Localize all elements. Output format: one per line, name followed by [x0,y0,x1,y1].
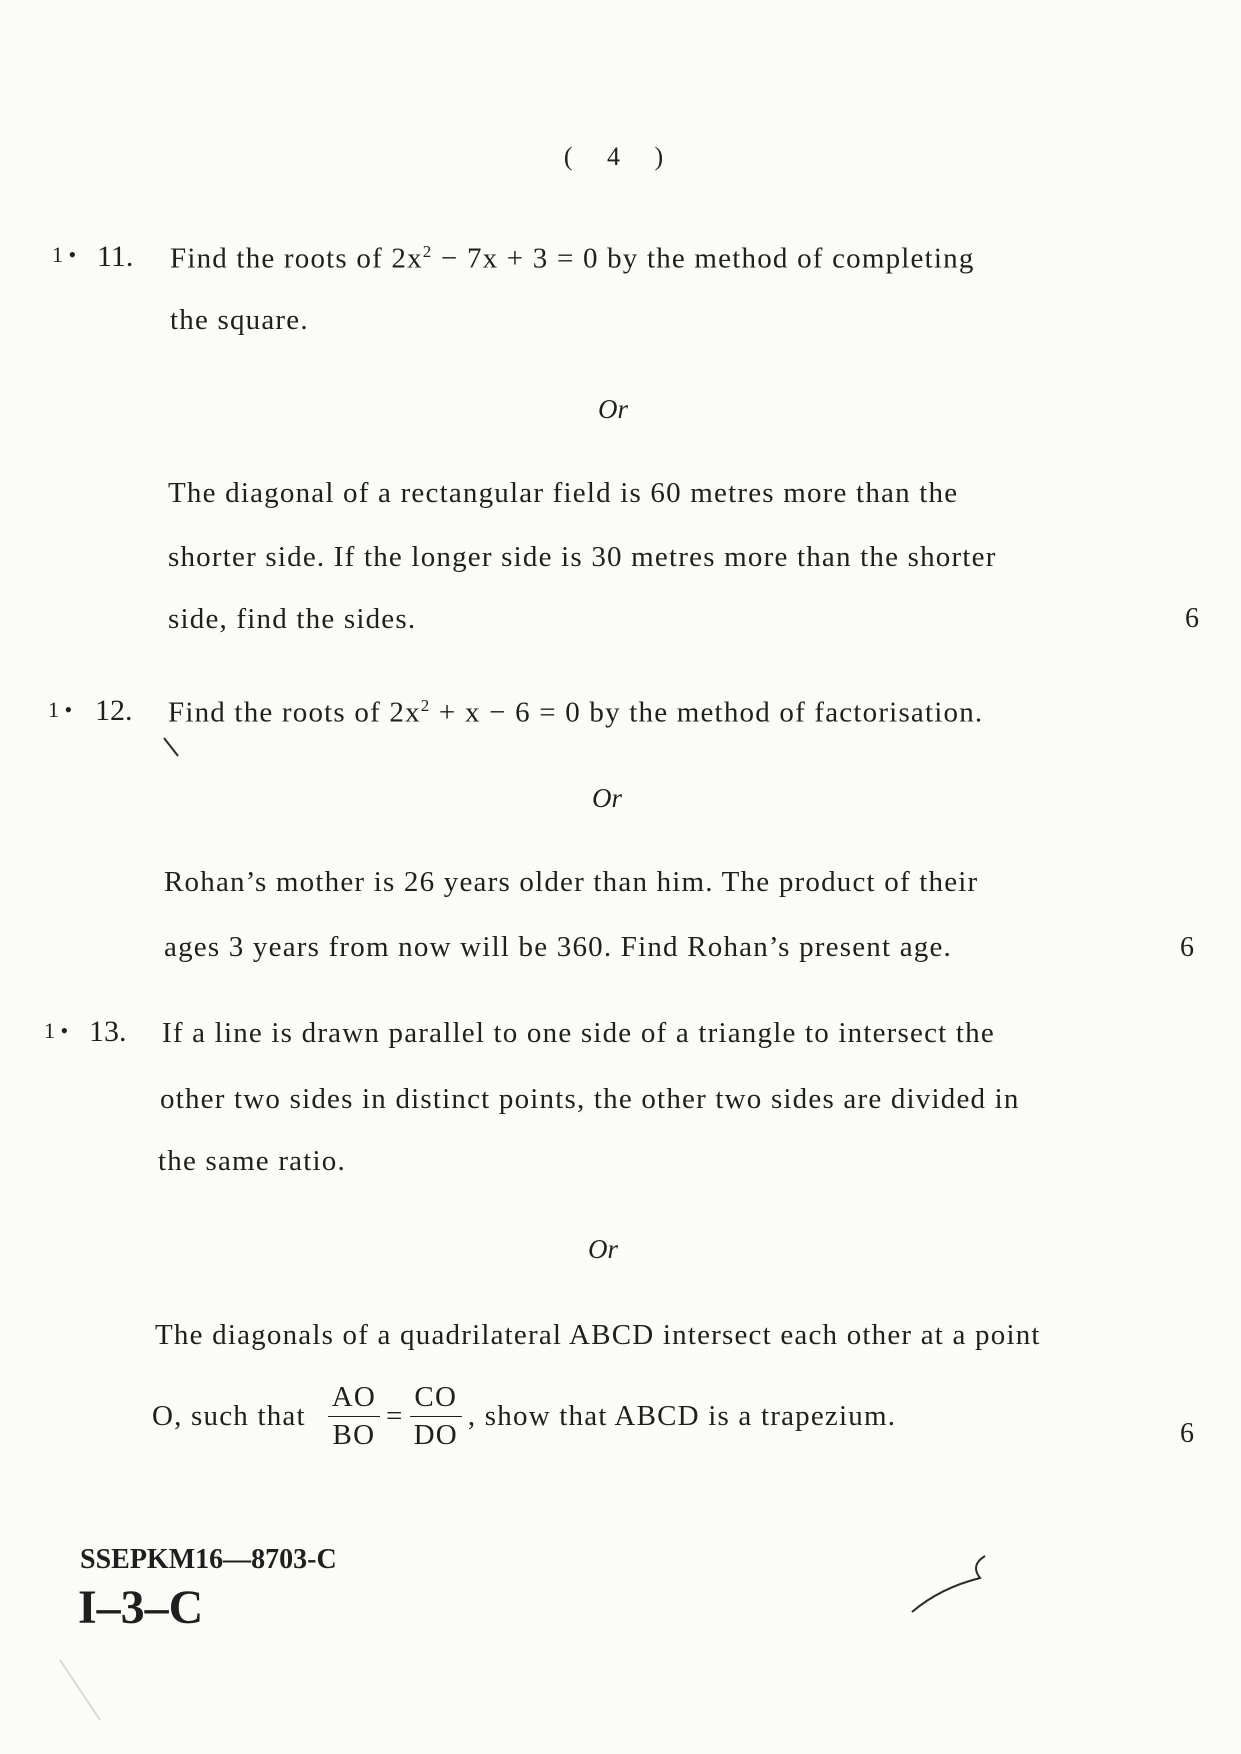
signature-scribble [912,1556,985,1612]
question-number-12: 12. [95,694,133,727]
q12-alt-line1: Rohan’s mother is 26 years older than him. The product of their [164,866,979,898]
margin-note-q13: 1 • [44,1018,69,1043]
fraction-numerator: AO [328,1383,380,1417]
scan-shadow-line [60,1660,100,1720]
page-number: ( 4 ) [563,142,678,171]
fraction-numerator: CO [410,1383,462,1417]
or-label: Or [592,783,623,813]
q13-alt-line2-pre: O, such that [152,1400,306,1432]
fraction-denominator: DO [413,1419,458,1451]
q13-main-line2: other two sides in distinct points, the other two sides are divided in [160,1083,1020,1115]
q11-main-line2: the square. [170,304,309,336]
question-number-11: 11. [97,240,134,273]
q13-marks: 6 [1180,1418,1194,1449]
q12-marks: 6 [1180,932,1194,963]
q13-main-line1: If a line is drawn parallel to one side of a triangle to intersect the [162,1017,995,1049]
q11-main-line1: Find the roots of $2x^2 - 7x + 3 = 0$ by the method of completing [170,242,975,275]
q11-marks: 6 [1185,603,1199,634]
q12-alt-line2: ages 3 years from now will be 360. Find Rohan’s present age. [164,931,952,963]
paper-code: SSEPKM16—8703-C [80,1544,337,1575]
margin-note-q11: 1 • [52,242,77,267]
q11-alt-line3: side, find the sides. [168,603,417,635]
margin-note-q12: 1 • [48,697,73,722]
equals-sign: = [386,1400,404,1432]
q11-alt-line1: The diagonal of a rectangular field is 60 metres more than the [168,477,959,509]
q12-main-line1: Find the roots of $2x^2 + x - 6 = 0$ by the method of factorisation. [168,696,984,729]
q13-main-line3: the same ratio. [158,1145,346,1177]
pen-tick-mark [164,738,178,756]
q13-alt-line2-post: , show that ABCD is a trapezium. [467,1400,897,1432]
set-id: I–3–C [78,1581,204,1634]
or-label: Or [588,1234,619,1264]
fraction-denominator: BO [332,1419,376,1451]
question-number-13: 13. [89,1015,127,1048]
or-label: Or [598,394,629,424]
q13-alt-line1: The diagonals of a quadrilateral ABCD intersect each other at a point [155,1319,1041,1351]
q11-alt-line2: shorter side. If the longer side is 30 metres more than the shorter [168,541,997,573]
